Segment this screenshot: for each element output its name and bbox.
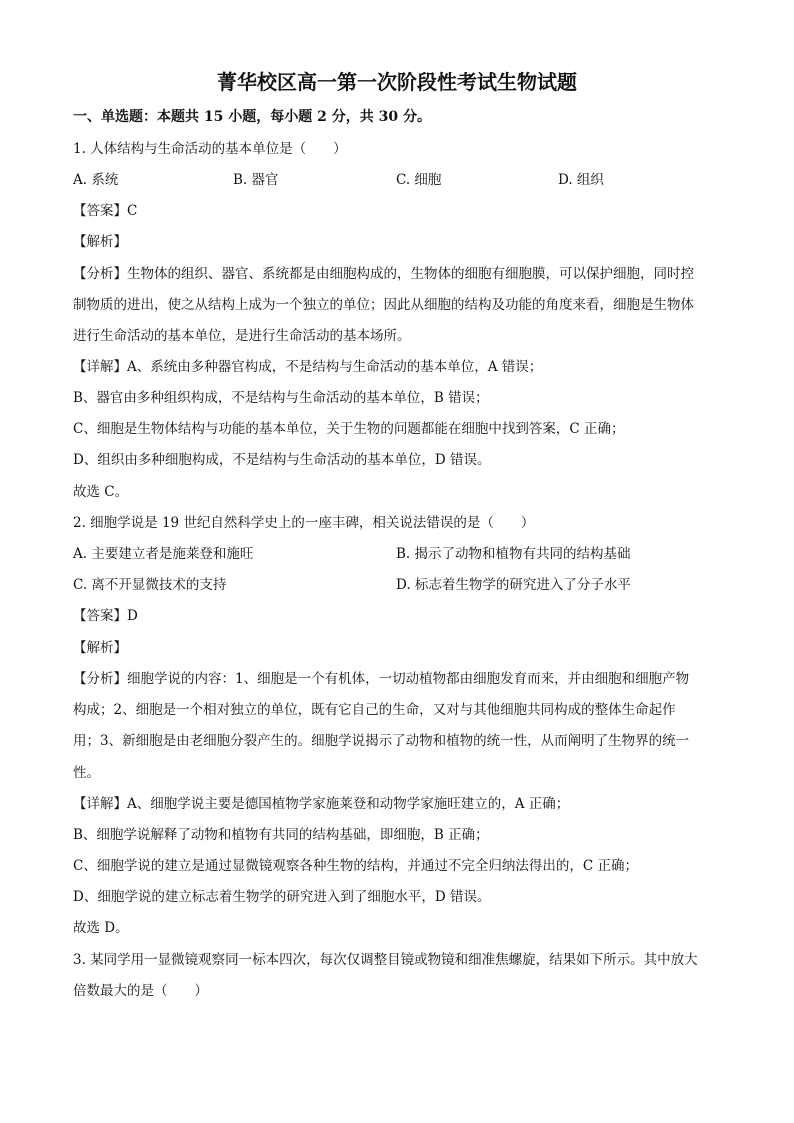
q2-analysis-line: 构成；2、细胞是一个相对独立的单位，既有它自己的生命，又对与其他细胞共同构成的整体生命起作: [73, 702, 676, 718]
q1-detail-line: 【详解】A、系统由多种器官构成，不是结构与生命活动的基本单位，A 错误；: [73, 359, 543, 375]
q2-option-a: A. 主要建立者是施莱登和施旺: [73, 546, 254, 562]
q2-detail-line: 【详解】A、细胞学说主要是德国植物学家施莱登和动物学家施旺建立的，A 正确；: [73, 796, 570, 812]
q3-stem-line: 倍数最大的是（ ）: [73, 983, 208, 999]
q1-detail-line: B、器官由多种组织构成，不是结构与生命活动的基本单位，B 错误；: [73, 390, 489, 406]
q1-stem: 1. 人体结构与生命活动的基本单位是（ ）: [73, 141, 347, 157]
q1-option-c: C. 细胞: [396, 172, 442, 188]
q1-option-b: B. 器官: [233, 172, 279, 188]
q2-option-c: C. 离不开显微技术的支持: [73, 577, 227, 593]
section-heading: 一、单选题：本题共 15 小题，每小题 2 分，共 30 分。: [73, 109, 431, 125]
q2-analysis-line: 性。: [73, 765, 100, 781]
q2-option-d: D. 标志着生物学的研究进入了分子水平: [396, 577, 631, 593]
q2-detail-line: D、细胞学说的建立标志着生物学的研究进入到了细胞水平，D 错误。: [73, 889, 491, 905]
q1-detail-line: C、细胞是生物体结构与功能的基本单位，关于生物的问题都能在细胞中找到答案，C 正确；: [73, 421, 625, 437]
q2-jiexi: 【解析】: [73, 640, 127, 656]
q1-analysis-line: 制物质的进出，使之从结构上成为一个独立的单位；因此从细胞的结构及功能的角度来看，细胞是生物体: [73, 297, 694, 313]
q1-conclusion: 故选 C。: [73, 484, 129, 500]
q2-answer: 【答案】D: [73, 608, 138, 624]
q2-conclusion: 故选 D。: [73, 920, 129, 936]
q2-stem: 2. 细胞学说是 19 世纪自然科学史上的一座丰碑，相关说法错误的是（ ）: [73, 515, 535, 531]
q1-option-d: D. 组织: [558, 172, 604, 188]
page-title: 菁华校区高一第一次阶段性考试生物试题: [217, 70, 577, 94]
q1-option-a: A. 系统: [73, 172, 119, 188]
q2-option-b: B. 揭示了动物和植物有共同的结构基础: [396, 546, 631, 562]
q1-analysis-line: 【分析】生物体的组织、器官、系统都是由细胞构成的，生物体的细胞有细胞膜，可以保护细胞，同时控: [73, 266, 694, 282]
q2-analysis-line: 【分析】细胞学说的内容：1、细胞是一个有机体，一切动植物都由细胞发育而来，并由细胞和细胞产物: [73, 671, 690, 687]
q1-jiexi: 【解析】: [73, 234, 127, 250]
q2-analysis-line: 用；3、新细胞是由老细胞分裂产生的。细胞学说揭示了动物和植物的统一性，从而阐明了生物界的统一: [73, 733, 690, 749]
q1-detail-line: D、组织由多种细胞构成，不是结构与生命活动的基本单位，D 错误。: [73, 452, 491, 468]
q3-stem-line: 3. 某同学用一显微镜观察同一标本四次，每次仅调整目镜或物镜和细准焦螺旋，结果如下所示。其中放大: [73, 952, 698, 968]
q1-analysis-line: 进行生命活动的基本单位，是进行生命活动的基本场所。: [73, 328, 411, 344]
q2-detail-line: B、细胞学说解释了动物和植物有共同的结构基础，即细胞，B 正确；: [73, 827, 489, 843]
q1-answer: 【答案】C: [73, 203, 138, 219]
q2-detail-line: C、细胞学说的建立是通过显微镜观察各种生物的结构，并通过不完全归纳法得出的，C 正确；: [73, 858, 638, 874]
